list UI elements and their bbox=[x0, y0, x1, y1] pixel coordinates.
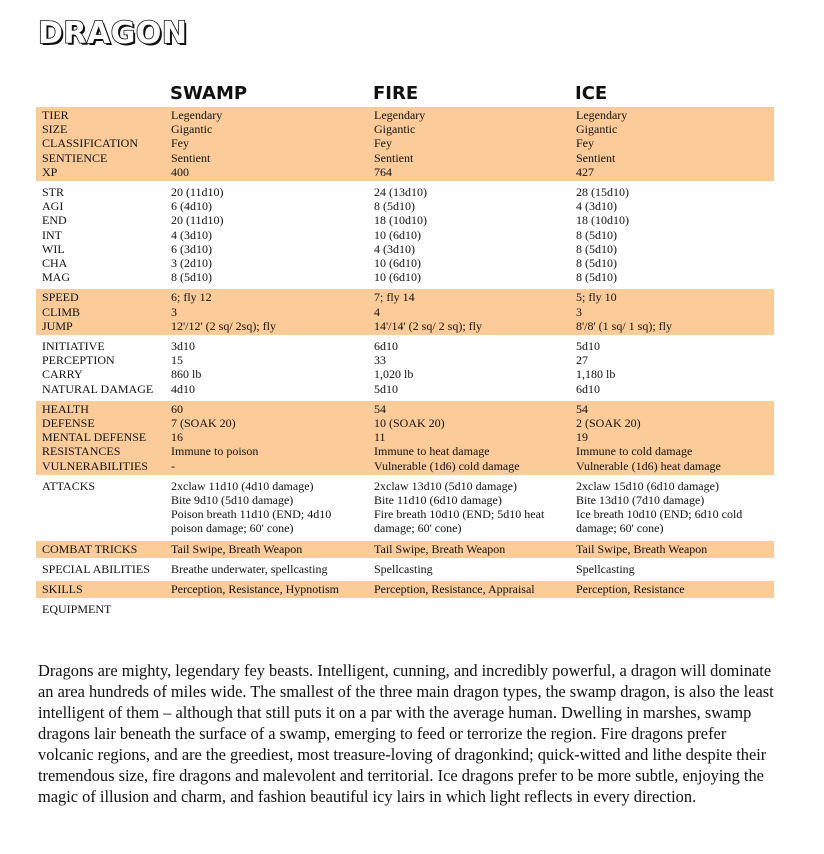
stat-value: 16 bbox=[171, 430, 183, 445]
stat-group-row bbox=[36, 581, 774, 598]
stat-value: - bbox=[171, 458, 175, 473]
stat-values-fire bbox=[369, 338, 571, 398]
stat-label: CLIMB bbox=[42, 304, 81, 319]
stat-label: COMBAT TRICKS bbox=[42, 541, 138, 556]
stat-value: 6; fly 12 bbox=[171, 290, 212, 305]
stat-value: Legendary bbox=[171, 108, 223, 122]
stat-value: Immune to poison bbox=[171, 444, 259, 459]
stat-values-swamp bbox=[166, 541, 369, 558]
column-header-swamp: SWAMP bbox=[170, 82, 248, 104]
stat-value: 14'/14' (2 sq/ 2 sq); fly bbox=[374, 318, 482, 333]
stat-value: 15 bbox=[171, 353, 183, 368]
stat-value: Spellcasting bbox=[576, 561, 635, 576]
stat-values-fire bbox=[369, 478, 571, 538]
stat-value: Perception, Resistance, Hypnotism bbox=[171, 582, 339, 597]
column-header-row bbox=[36, 79, 774, 104]
stat-value: 10 (6d10) bbox=[374, 270, 421, 285]
stat-values-fire bbox=[369, 289, 571, 335]
stat-label: HEALTH bbox=[42, 401, 89, 416]
stat-values-swamp bbox=[166, 601, 369, 618]
label-column-header bbox=[36, 79, 166, 104]
stat-group-row bbox=[36, 289, 774, 335]
stat-value: 8 (5d10) bbox=[576, 270, 617, 285]
stat-value: 24 (13d10) bbox=[374, 185, 427, 200]
stat-value: 6 (4d10) bbox=[171, 199, 212, 214]
stat-label: CHA bbox=[42, 256, 68, 271]
stat-value: Gigantic bbox=[374, 122, 416, 137]
stat-values-fire bbox=[369, 107, 571, 181]
page-title: DRAGON bbox=[38, 16, 188, 51]
stat-label: WIL bbox=[42, 241, 65, 256]
stat-value: 3d10 bbox=[171, 339, 195, 354]
stat-value: 3 bbox=[576, 304, 582, 319]
stat-labels-cell bbox=[36, 541, 166, 558]
stat-value: Fey bbox=[171, 136, 189, 151]
stat-value: Vulnerable (1d6) heat damage bbox=[576, 458, 721, 473]
stat-value: Legendary bbox=[374, 108, 426, 122]
stat-value: Tail Swipe, Breath Weapon bbox=[576, 541, 708, 556]
stat-values-ice bbox=[571, 107, 774, 181]
stat-value: Perception, Resistance, Appraisal bbox=[374, 582, 535, 597]
stat-value: 8 (5d10) bbox=[576, 227, 617, 242]
stat-value: Fey bbox=[374, 136, 392, 151]
stat-label: NATURAL DAMAGE bbox=[42, 381, 154, 396]
stat-value: 6 (3d10) bbox=[171, 241, 212, 256]
stat-value: 20 (11d10) bbox=[171, 185, 224, 200]
stat-label: SPEED bbox=[42, 290, 79, 305]
stat-values-swamp bbox=[166, 184, 369, 286]
stat-value: 54 bbox=[576, 401, 588, 416]
stat-value: 860 lb bbox=[171, 367, 202, 382]
stat-group-row bbox=[36, 338, 774, 398]
stat-value: 33 bbox=[374, 353, 386, 368]
stat-labels-cell bbox=[36, 338, 166, 398]
stat-value: 6d10 bbox=[374, 339, 398, 354]
stat-label: SIZE bbox=[42, 122, 68, 137]
stat-value: 2xclaw 13d10 (5d10 damage) bbox=[374, 478, 517, 493]
stat-value: 8 (5d10) bbox=[374, 199, 415, 214]
stat-values-fire bbox=[369, 581, 571, 598]
stat-group-row bbox=[36, 184, 774, 286]
stat-labels-cell bbox=[36, 289, 166, 335]
stat-value: Tail Swipe, Breath Weapon bbox=[374, 541, 506, 556]
stat-labels-cell bbox=[36, 401, 166, 475]
stat-values-fire bbox=[369, 401, 571, 475]
stat-block-table bbox=[36, 76, 774, 622]
stat-labels-cell bbox=[36, 107, 166, 181]
stat-value: Spellcasting bbox=[374, 561, 433, 576]
stat-value: 3 (2d10) bbox=[171, 256, 212, 271]
stat-group-row bbox=[36, 107, 774, 181]
stat-value: Fey bbox=[576, 136, 594, 151]
description-paragraph: Dragons are mighty, legendary fey beasts. Intelligent, cunning, and incredibly powerful, a dragon will dominate an area hundreds of miles wide. The smallest of the three main dragon types, the swamp dragon, is also the least intelligent of them – although that still puts it on a par with the average human. Dwelling in marshes, swamp dragons lair beneath the surface of a swamp, emerging to feed or terrorize the region. Fire dragons prefer volcanic regions, and are the greediest, most treasure-loving of dragonkind; quick-witted and lithe despite their tremendous size, fire dragons and malevolent and territorial. Ice dragons prefer to be more subtle, enjoying the magic of illusion and charm, and fashion beautiful icy lairs in which light reflects in every direction. bbox=[38, 661, 774, 806]
stat-label: CLASSIFICATION bbox=[42, 136, 139, 151]
stat-value: 10 (6d10) bbox=[374, 256, 421, 271]
stat-values-ice bbox=[571, 401, 774, 475]
stat-value: Bite 11d10 (6d10 damage) bbox=[374, 493, 502, 508]
stat-values-swamp bbox=[166, 478, 369, 538]
stat-value: 1,180 lb bbox=[576, 367, 616, 382]
stat-label: TIER bbox=[42, 108, 69, 122]
stat-label: CARRY bbox=[42, 367, 83, 382]
stat-value: Gigantic bbox=[171, 122, 213, 137]
stat-value: 5d10 bbox=[576, 339, 600, 354]
stat-value: 7; fly 14 bbox=[374, 290, 415, 305]
stat-value: 54 bbox=[374, 401, 386, 416]
stat-value: 5d10 bbox=[374, 381, 398, 396]
stat-values-ice bbox=[571, 289, 774, 335]
stat-values-fire bbox=[369, 541, 571, 558]
stat-label: STR bbox=[42, 185, 65, 200]
stat-value: Legendary bbox=[576, 108, 628, 122]
stat-values-fire bbox=[369, 561, 571, 578]
stat-value: 3 bbox=[171, 304, 177, 319]
stat-value: 5; fly 10 bbox=[576, 290, 617, 305]
stat-values-ice bbox=[571, 184, 774, 286]
stat-values-swamp bbox=[166, 401, 369, 475]
stat-group-row bbox=[36, 478, 774, 538]
stat-value: Ice breath 10d10 (END; 6d10 cold damage; 60' cone) bbox=[576, 507, 746, 536]
stat-value: 28 (15d10) bbox=[576, 185, 629, 200]
stat-value: 7 (SOAK 20) bbox=[171, 416, 236, 431]
stat-value: Gigantic bbox=[576, 122, 618, 137]
stat-value: Breathe underwater, spellcasting bbox=[171, 561, 328, 576]
stat-values-swamp bbox=[166, 338, 369, 398]
stat-value: 18 (10d10) bbox=[576, 213, 629, 228]
column-header-ice: ICE bbox=[575, 82, 608, 104]
stat-value: 20 (11d10) bbox=[171, 213, 224, 228]
stat-value: 12'/12' (2 sq/ 2sq); fly bbox=[171, 318, 276, 333]
stat-label: SPECIAL ABILITIES bbox=[42, 561, 150, 576]
stat-label: SENTIENCE bbox=[42, 150, 108, 165]
stat-value: 6d10 bbox=[576, 381, 600, 396]
stat-values-swamp bbox=[166, 289, 369, 335]
stat-value: 10 (6d10) bbox=[374, 227, 421, 242]
stat-value: 8'/8' (1 sq/ 1 sq); fly bbox=[576, 318, 672, 333]
stat-value: Perception, Resistance bbox=[576, 582, 685, 597]
stat-values-swamp bbox=[166, 561, 369, 578]
stat-value: 4 (3d10) bbox=[374, 241, 415, 256]
stat-value: 2xclaw 11d10 (4d10 damage) bbox=[171, 478, 314, 493]
stat-labels-cell bbox=[36, 581, 166, 598]
stat-value: 8 (5d10) bbox=[576, 256, 617, 271]
stat-value: 4d10 bbox=[171, 381, 195, 396]
stat-label: JUMP bbox=[42, 318, 73, 333]
stat-values-ice bbox=[571, 601, 774, 618]
stat-value: Sentient bbox=[374, 150, 414, 165]
stat-label: RESISTANCES bbox=[42, 444, 121, 459]
stat-value: Bite 13d10 (7d10 damage) bbox=[576, 493, 705, 508]
stat-value: 27 bbox=[576, 353, 588, 368]
stat-value: 1,020 lb bbox=[374, 367, 414, 382]
stat-value: Poison breath 11d10 (END; 4d10 poison damage; 60' cone) bbox=[171, 507, 335, 536]
stat-values-ice bbox=[571, 581, 774, 598]
stat-label: INT bbox=[42, 227, 62, 242]
stat-label: MENTAL DEFENSE bbox=[42, 430, 147, 445]
stat-value: 8 (5d10) bbox=[576, 241, 617, 256]
stat-values-fire bbox=[369, 184, 571, 286]
stat-group-row bbox=[36, 401, 774, 475]
stat-values-ice bbox=[571, 478, 774, 538]
stat-value: 400 bbox=[171, 164, 189, 179]
stat-label: SKILLS bbox=[42, 582, 83, 597]
stat-label: AGI bbox=[42, 199, 64, 214]
stat-value: 8 (5d10) bbox=[171, 270, 212, 285]
stat-group-row bbox=[36, 561, 774, 578]
stat-labels-cell bbox=[36, 478, 166, 538]
stat-labels-cell bbox=[36, 184, 166, 286]
stat-value: 18 (10d10) bbox=[374, 213, 427, 228]
stat-value: 60 bbox=[171, 401, 183, 416]
stat-label: EQUIPMENT bbox=[42, 602, 112, 617]
stat-value: 4 bbox=[374, 304, 380, 319]
stat-label: MAG bbox=[42, 270, 71, 285]
stat-values-swamp bbox=[166, 107, 369, 181]
stat-label: END bbox=[42, 213, 67, 228]
stat-labels-cell bbox=[36, 561, 166, 578]
stat-label: PERCEPTION bbox=[42, 353, 115, 368]
stat-label: INITIATIVE bbox=[42, 339, 105, 354]
stat-value: Bite 9d10 (5d10 damage) bbox=[171, 493, 294, 508]
stat-labels-cell bbox=[36, 601, 166, 618]
stat-label: VULNERABILITIES bbox=[42, 458, 148, 473]
stat-values-ice bbox=[571, 541, 774, 558]
stat-value: 11 bbox=[374, 430, 386, 445]
stat-value: Immune to cold damage bbox=[576, 444, 693, 459]
stat-value: Immune to heat damage bbox=[374, 444, 490, 459]
stat-label: XP bbox=[42, 164, 58, 179]
stat-value: Fire breath 10d10 (END; 5d10 heat damage; 60' cone) bbox=[374, 507, 548, 536]
stat-value: 19 bbox=[576, 430, 588, 445]
stat-label: DEFENSE bbox=[42, 416, 95, 431]
stat-value: 2 (SOAK 20) bbox=[576, 416, 641, 431]
stat-value: 764 bbox=[374, 164, 392, 179]
stat-values-fire bbox=[369, 601, 571, 618]
stat-value: Sentient bbox=[576, 150, 616, 165]
stat-values-ice bbox=[571, 338, 774, 398]
stat-value: Vulnerable (1d6) cold damage bbox=[374, 458, 520, 473]
stat-value: 427 bbox=[576, 164, 594, 179]
stat-value: 2xclaw 15d10 (6d10 damage) bbox=[576, 478, 719, 493]
stat-group-row bbox=[36, 541, 774, 558]
stat-value: Tail Swipe, Breath Weapon bbox=[171, 541, 303, 556]
stat-values-swamp bbox=[166, 581, 369, 598]
stat-values-ice bbox=[571, 561, 774, 578]
column-header-fire: FIRE bbox=[373, 82, 419, 104]
stat-value: Sentient bbox=[171, 150, 211, 165]
stat-label: ATTACKS bbox=[42, 478, 96, 493]
stat-value: 10 (SOAK 20) bbox=[374, 416, 445, 431]
stat-value: 4 (3d10) bbox=[171, 227, 212, 242]
stat-value: 4 (3d10) bbox=[576, 199, 617, 214]
stat-group-row bbox=[36, 601, 774, 618]
